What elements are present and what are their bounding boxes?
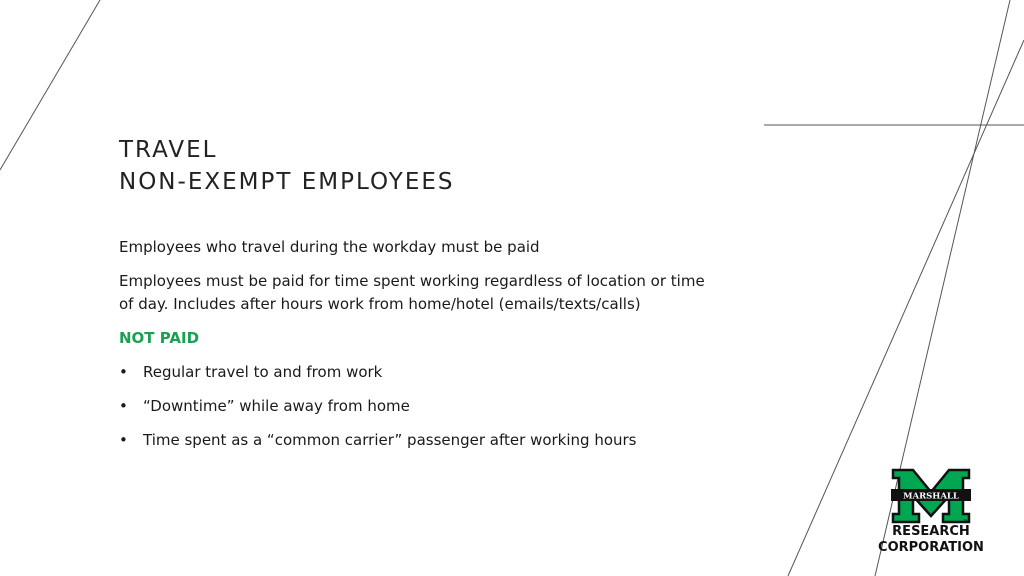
slide-body — [119, 236, 719, 463]
list-item-text: Time spent as a “common carrier” passenger after working hours — [143, 431, 637, 449]
list-item — [119, 361, 719, 384]
logo-text — [870, 524, 992, 556]
svg-text:MARSHALL: MARSHALL — [903, 491, 959, 502]
logo-line-research: RESEARCH — [892, 524, 970, 539]
svg-text:TM: TM — [963, 519, 969, 524]
logo-line-corporation: CORPORATION — [878, 540, 984, 555]
diagonal-line-left — [0, 0, 100, 170]
bullet-icon: • — [119, 397, 128, 415]
not-paid-list — [119, 361, 719, 452]
paragraph-time-working: Employees must be paid for time spent working regardless of location or time of day. Includes after hours work from home/hotel (emails/texts/calls) — [119, 272, 705, 313]
list-item — [119, 395, 719, 418]
slide-title-line2: NON-EXEMPT EMPLOYEES — [119, 169, 455, 195]
list-item-text: “Downtime” while away from home — [143, 397, 410, 415]
slide-title — [119, 134, 455, 198]
slide-title-line1: TRAVEL — [119, 137, 218, 163]
list-item-text: Regular travel to and from work — [143, 363, 383, 381]
marshall-research-logo — [870, 468, 992, 556]
bullet-icon: • — [119, 363, 128, 381]
list-item — [119, 429, 719, 452]
paragraph-workday-travel: Employees who travel during the workday must be paid — [119, 238, 540, 256]
bullet-icon: • — [119, 431, 128, 449]
not-paid-heading: NOT PAID — [119, 329, 200, 347]
marshall-m-logo-icon — [889, 468, 973, 524]
